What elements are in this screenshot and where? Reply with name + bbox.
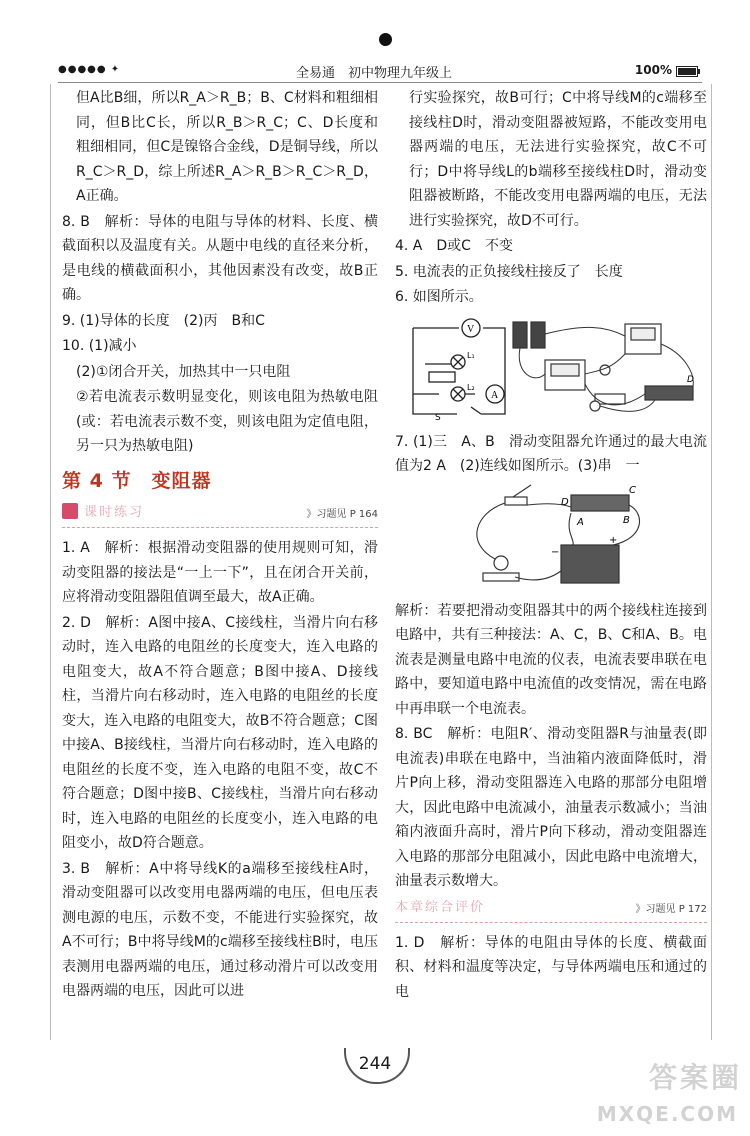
answer-5: 5. 电流表的正负接线柱接反了 长度 [395,263,623,280]
ammeter-label: A [491,389,499,401]
terminal-c-label: C [629,484,636,496]
answer-4: 4. A D或C 不变 [395,238,513,254]
positive-sign: + [609,534,618,546]
signal-indicator: ●●●●● ✦ [58,64,121,75]
watermark-logo: 答案圈 [648,1061,742,1094]
practice-banner [62,501,378,528]
lamp1-label: L₁ [467,350,475,360]
battery-icon [676,66,698,77]
camera-dot [379,33,392,46]
paragraph-continued: 但A比B细，所以R_A＞R_B；B、C材料和粗细相同，但B比C长，所以R_B＞R_C；C、D长度和粗细相同，但C是镍铬合金线，D是铜导线，所以R_C＞R_D，综上所述R_A＞R_B＞R_C＞R_D，A正确。 [76,90,378,204]
circuit-diagram-7 [395,483,707,595]
practice-banner-label: 课时练习 [84,505,145,520]
pencil-icon [62,503,78,519]
document-title: 全易通 初中物理九年级上 [296,66,453,81]
answer-10: 10. (1)减小 [62,338,137,354]
right-column [395,86,707,1005]
review-banner [395,896,707,923]
terminal-a-label: A [577,516,584,528]
review-banner-label: 本章综合评价 [395,899,486,915]
lamp2-label: L₂ [467,382,475,392]
switch-label: S [435,412,441,423]
paragraph-continued-right: 行实验探究，故B可行；C中将导线M的c端移至接线柱D时，滑动变阻器被短路，不能改变用电器两端的电压，无法进行实验探究，故C不可行；D中将导线L的b端移至接线柱D时，滑动变阻器被断路，不能改变用电器两端的电压，无法进行实验探究，故D不可行。 [409,90,707,229]
terminal-d-label: D [687,374,694,385]
terminal-b-label: B [623,514,630,526]
negative-sign: − [551,546,560,558]
answer-8: 8. B 解析：导体的电阻与导体的材料、长度、横截面积以及温度有关。从题中电线的直径来分析，是电线的横截面积小，其他因素没有改变，故B正确。 [62,213,378,303]
status-bar [58,60,702,83]
terminal-d-label-7: D [561,496,569,508]
left-column [62,86,378,1005]
answer-7: 7. (1)三 A、B 滑动变阻器允许通过的最大电流值为2 A (2)连线如图所示。(3)串 一 [395,433,707,474]
answer-3: 3. B 解析：A中将导线K的a端移至接线柱A时，滑动变阻器可以改变用电器两端的电压，但电压表测电源的电压，示数不变，不能进行实验探究，故A不可行；B中将导线M的c端移至接线柱B时，电压表测用电器两端的电压，通过移动滑片可以改变用电器两端的电压，因此可以进 [62,860,378,999]
answer-6: 6. 如图所示。 [395,289,483,305]
battery-percent: 100% [634,63,672,77]
review-page-ref: 》习题见 P 172 [635,903,707,915]
answer-1: 1. A 解析：根据滑动变阻器的使用规则可知，滑动变阻器的接法是“一上一下”，且在闭合开关前，应将滑动变阻器阻值调至最大，故A正确。 [62,540,378,605]
figure-7-circuit [395,483,707,595]
section-title: 第 4 节 变阻器 [62,469,212,492]
answer-2: 2. D 解析：A图中接A、C接线柱，当滑片向右移动时，连入电路的电阻丝的长度变大，连入电路的电阻变大，故A不符合题意；B图中接A、D接线柱，当滑片向右移动时，连入电路的电阻丝的长度变大，连入电路的电阻变大，故B不符合题意；C图中接A、B接线柱，当滑片向右移动时，连入电路的电阻丝的长度不变，连入电路的电阻不变，故C不符合题意；D图中接B、C接线柱，当滑片向右移动时，连入电路的电阻丝的长度变小，连入电路的电阻变小，故D符合题意。 [62,614,378,851]
watermark-url: MXQE.COM [596,1102,738,1126]
answer-9: 9. (1)导体的长度 (2)丙 B和C [62,312,265,329]
answer-10-part2: (2)①闭合开关，加热其中一只电阻 [76,363,291,380]
answer-10-part3: ②若电流表示数明显变化，则该电阻为热敏电阻(或：若电流表示数不变，则该电阻为定值电阻，另一只为热敏电阻) [76,389,378,454]
figure-6-circuit [395,314,707,426]
voltmeter-label: V [467,323,475,335]
circuit-diagram-6 [395,314,707,426]
answer-7-explanation: 解析：若要把滑动变阻器其中的两个接线柱连接到电路中，共有三种接法：A、C，B、C和A、B。电流表是测量电路中电流的仪表，电流表要串联在电路中，要知道电路中电流值的改变情况，需在电路中再串联一个电流表。 [395,602,707,717]
answer-8-right: 8. BC 解析：电阻R′、滑动变阻器R与油量表(即电流表)串联在电路中，当油箱内液面降低时，滑片P向上移，滑动变阻器连入电路的那部分电阻增大，因此电路中电流减小，油量表示数减小；当油箱内液面升高时，滑片P向下移动，滑动变阻器连入电路的那部分电阻减小，因此电路中电流增大，油量表示数增大。 [395,726,707,889]
page-number: 244 [358,1054,392,1074]
review-answer-1: 1. D 解析：导体的电阻由导体的长度、横截面积、材料和温度等决定，与导体两端电压和通过的电 [395,934,707,1000]
practice-page-ref: 》习题见 P 164 [306,509,378,520]
